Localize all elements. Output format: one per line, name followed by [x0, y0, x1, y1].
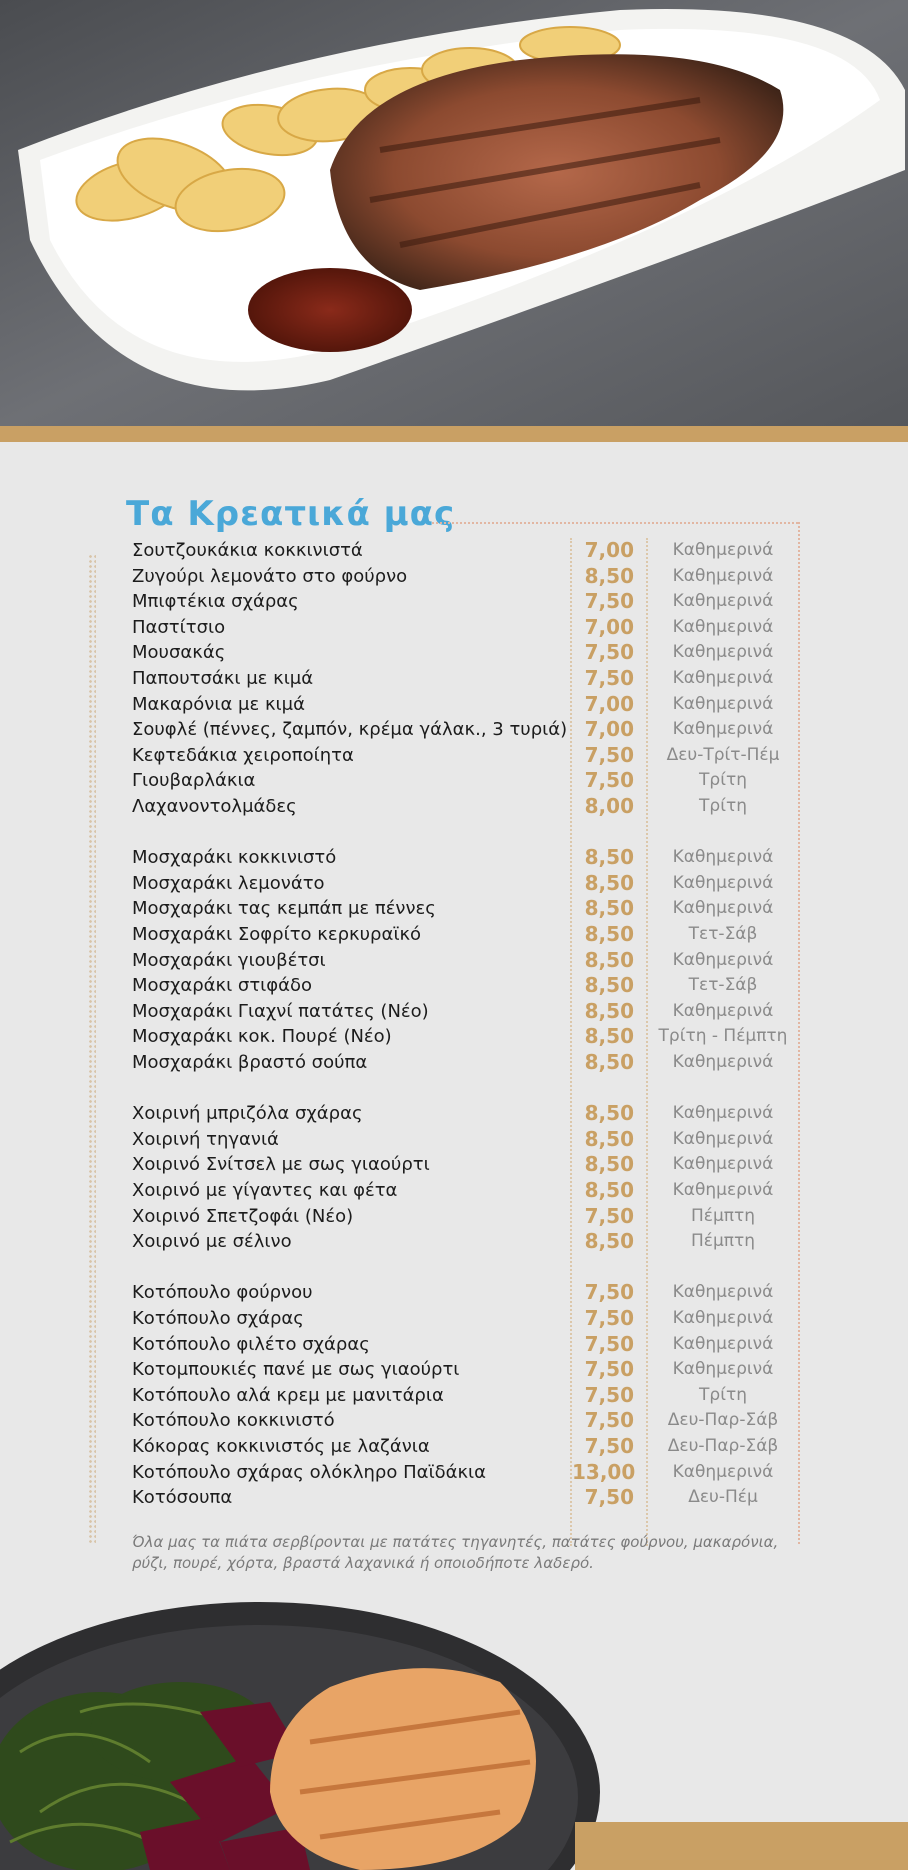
menu-item-name: Μοσχαράκι κοκ. Πουρέ (Νέο) — [132, 1026, 392, 1048]
menu-item-price: 8,50 — [584, 973, 634, 998]
menu-item-name: Μοσχαράκι Γιαχνί πατάτες (Νέο) — [132, 1000, 429, 1022]
menu-item-name: Μοσχαράκι βραστό σούπα — [132, 1052, 368, 1073]
menu-item-name: Μουσακάς — [132, 642, 226, 664]
menu-item-row — [0, 1332, 908, 1357]
menu-item-name: Μακαρόνια με κιμά — [132, 693, 305, 715]
footer-gold-band — [575, 1822, 908, 1870]
menu-item-days: Καθημερινά — [672, 540, 774, 560]
menu-item-row — [0, 615, 908, 640]
menu-item-name: Μπιφτέκια σχάρας — [132, 591, 299, 613]
menu-item-row — [0, 768, 908, 793]
menu-item-row — [0, 948, 908, 973]
menu-item-row — [0, 999, 908, 1024]
menu-item-price: 7,50 — [584, 1408, 634, 1433]
menu-item-price: 8,50 — [584, 845, 634, 870]
menu-item-days: Καθημερινά — [672, 1000, 774, 1021]
menu-item-price: 7,50 — [584, 1485, 634, 1510]
menu-item-days: Δευ-Παρ-Σάβ — [667, 1436, 779, 1456]
menu-item-days: Καθημερινά — [672, 847, 774, 868]
menu-item-row — [0, 640, 908, 665]
menu-item-row — [0, 922, 908, 947]
menu-item-days: Καθημερινά — [672, 1359, 774, 1380]
menu-item-row — [0, 1280, 908, 1305]
menu-item-days: Καθημερινά — [672, 1103, 774, 1124]
menu-item-name: Παπουτσάκι με κιμά — [132, 668, 314, 689]
menu-item-name: Κοτόπουλο κοκκινιστό — [132, 1410, 335, 1432]
menu-item-price: 8,50 — [584, 1152, 634, 1177]
menu-item-days: Τρίτη — [699, 770, 747, 791]
menu-item-price: 8,50 — [584, 1101, 634, 1126]
menu-item-price: 7,50 — [584, 742, 634, 767]
menu-item-name: Χοιρινή τηγανιά — [132, 1128, 279, 1150]
menu-item-row — [0, 871, 908, 896]
menu-item-name: Κόκορας κοκκινιστός με λαζάνια — [132, 1436, 430, 1457]
menu-item-price: 7,50 — [584, 589, 634, 614]
menu-item-days: Καθημερινά — [672, 1052, 774, 1072]
menu-item-name: Σουφλέ (πέννες, ζαμπόν, κρέμα γάλακ., 3 τυριά) — [132, 719, 568, 741]
menu-item-days: Καθημερινά — [672, 565, 774, 586]
menu-item-price: 7,50 — [584, 768, 634, 793]
menu-item-row — [0, 1101, 908, 1126]
menu-item-name: Λαχανοντολμάδες — [132, 796, 297, 817]
menu-item-name: Χοιρινό με γίγαντες και φέτα — [132, 1180, 398, 1201]
menu-item-days: Καθημερινά — [672, 1282, 774, 1303]
menu-item-row — [0, 538, 908, 563]
menu-item-days: Καθημερινά — [672, 872, 774, 893]
menu-item-row — [0, 692, 908, 717]
menu-item-days: Τρίτη - Πέμπτη — [658, 1026, 788, 1047]
menu-item-days: Τετ-Σάβ — [688, 924, 758, 944]
menu-item-days: Δευ-Παρ-Σάβ — [667, 1410, 779, 1431]
menu-item-name: Χοιρινό Σπετζοφάι (Νέο) — [132, 1205, 354, 1227]
menu-item-row — [0, 794, 908, 819]
menu-item-price: 8,50 — [584, 563, 634, 588]
menu-item-price: 7,50 — [584, 666, 634, 690]
menu-item-row — [0, 1127, 908, 1152]
menu-item-name: Μοσχαράκι τας κεμπάπ με πέννες — [132, 898, 436, 920]
hero-photo-pork-chop — [0, 0, 908, 426]
menu-item-days: Καθημερινά — [672, 1308, 774, 1328]
menu-item-days: Καθημερινά — [672, 616, 774, 637]
menu-item-name: Μοσχαράκι κοκκινιστό — [132, 847, 337, 869]
menu-item-price: 8,00 — [584, 794, 634, 818]
menu-item-price: 8,50 — [584, 922, 634, 946]
menu-item-price: 7,00 — [584, 717, 634, 742]
menu-footnote: Όλα μας τα πιάτα σερβίρονται με πατάτες τηγανητές, πατάτες φούρνου, μακαρόνια, ρύζι, πουρέ, χόρτα, βραστά λαχανικά ή οποιοδήποτε λαδερό. — [132, 1533, 779, 1572]
menu-item-days: Καθημερινά — [672, 1180, 774, 1200]
menu-item-row — [0, 589, 908, 614]
menu-item-days: Καθημερινά — [672, 1461, 774, 1482]
menu-item-price: 8,50 — [584, 1050, 634, 1074]
menu-item-days: Τετ-Σάβ — [688, 975, 758, 996]
menu-item-price: 8,50 — [584, 896, 634, 921]
menu-item-name: Μοσχαράκι λεμονάτο — [132, 872, 325, 894]
menu-item-row — [0, 845, 908, 870]
menu-item-row — [0, 1434, 908, 1459]
menu-item-price: 7,50 — [584, 1357, 634, 1382]
menu-item-name: Χοιρινό Σνίτσελ με σως γιαούρτι — [132, 1154, 430, 1176]
menu-item-days: Καθημερινά — [672, 1128, 774, 1149]
menu-item-row — [0, 1152, 908, 1177]
menu-item-row — [0, 1204, 908, 1229]
menu-item-days: Καθημερινά — [672, 591, 774, 612]
menu-item-price: 7,50 — [584, 1434, 634, 1458]
menu-item-row — [0, 743, 908, 768]
menu-item-price: 7,50 — [584, 640, 634, 665]
menu-item-name: Κοτόπουλο σχάρας — [132, 1308, 304, 1329]
menu-item-days: Καθημερινά — [672, 949, 774, 970]
menu-section — [0, 442, 908, 1592]
menu-item-days: Δευ-Πέμ — [688, 1487, 758, 1508]
menu-item-days: Καθημερινά — [672, 719, 774, 740]
menu-item-name: Μοσχαράκι στιφάδο — [132, 975, 313, 997]
menu-item-price: 13,00 — [572, 1459, 636, 1484]
menu-item-row — [0, 1306, 908, 1331]
menu-item-row — [0, 564, 908, 589]
menu-item-name: Σουτζουκάκια κοκκινιστά — [132, 540, 363, 561]
menu-item-days: Τρίτη — [699, 1384, 747, 1405]
menu-item-row — [0, 1024, 908, 1049]
menu-item-name: Παστίτσιο — [132, 616, 226, 638]
menu-item-price: 7,00 — [584, 614, 634, 639]
menu-item-price: 7,50 — [584, 1306, 634, 1330]
menu-item-price: 8,50 — [584, 870, 634, 895]
menu-item-row — [0, 717, 908, 742]
menu-item-price: 8,50 — [584, 1126, 634, 1151]
menu-item-row — [0, 1229, 908, 1254]
menu-item-row — [0, 1460, 908, 1485]
title-dotted-rule — [432, 522, 798, 524]
menu-item-days: Τρίτη — [699, 796, 747, 816]
menu-item-name: Κοτόσουπα — [132, 1487, 233, 1509]
menu-item-row — [0, 1050, 908, 1075]
menu-item-price: 8,50 — [584, 1178, 634, 1202]
menu-item-price: 7,50 — [584, 1203, 634, 1228]
gold-divider-band — [0, 426, 908, 442]
menu-item-price: 7,50 — [584, 1331, 634, 1356]
menu-item-days: Δευ-Τρίτ-Πέμ — [666, 744, 780, 765]
menu-item-name: Μοσχαράκι γιουβέτσι — [132, 949, 326, 971]
menu-item-row — [0, 1178, 908, 1203]
menu-item-days: Καθημερινά — [672, 1154, 774, 1175]
menu-item-price: 7,00 — [584, 538, 634, 562]
menu-item-row — [0, 1357, 908, 1382]
menu-item-price: 8,50 — [584, 1024, 634, 1049]
menu-item-price: 7,50 — [584, 1382, 634, 1407]
menu-item-row — [0, 973, 908, 998]
menu-item-row — [0, 1408, 908, 1433]
menu-item-days: Καθημερινά — [672, 642, 774, 663]
menu-item-name: Κοτόπουλο φιλέτο σχάρας — [132, 1333, 370, 1355]
menu-item-price: 8,50 — [584, 998, 634, 1023]
menu-item-name: Κοτόπουλο σχάρας ολόκληρο Παϊδάκια — [132, 1461, 487, 1483]
menu-item-row — [0, 1485, 908, 1510]
menu-item-name: Κοτόπουλο αλά κρεμ με μανιτάρια — [132, 1384, 444, 1406]
menu-item-price: 8,50 — [584, 947, 634, 972]
menu-item-name: Κεφτεδάκια χειροποίητα — [132, 744, 354, 766]
menu-item-days: Καθημερινά — [672, 668, 774, 688]
menu-item-name: Γιουβαρλάκια — [132, 770, 256, 792]
menu-item-days: Πέμπτη — [690, 1231, 756, 1252]
menu-item-price: 7,00 — [584, 691, 634, 716]
menu-item-name: Χοιρινή μπριζόλα σχάρας — [132, 1103, 363, 1125]
menu-item-days: Καθημερινά — [672, 693, 774, 714]
menu-item-row — [0, 896, 908, 921]
menu-item-name: Χοιρινό με σέλινο — [132, 1231, 292, 1253]
menu-item-name: Κοτομπουκιές πανέ με σως γιαούρτι — [132, 1359, 460, 1381]
menu-title: Τα Κρεατικά μας — [126, 494, 456, 534]
menu-item-price: 8,50 — [584, 1229, 634, 1254]
menu-item-name: Μοσχαράκι Σοφρίτο κερκυραϊκό — [132, 924, 422, 945]
menu-item-days: Καθημερινά — [672, 1333, 774, 1354]
menu-item-price: 7,50 — [584, 1280, 634, 1305]
menu-item-name: Ζυγούρι λεμονάτο στο φούρνο — [132, 565, 408, 587]
menu-item-row — [0, 666, 908, 691]
menu-item-days: Καθημερινά — [672, 898, 774, 919]
menu-item-days: Πέμπτη — [690, 1205, 756, 1226]
menu-item-name: Κοτόπουλο φούρνου — [132, 1282, 313, 1304]
menu-item-row — [0, 1383, 908, 1408]
